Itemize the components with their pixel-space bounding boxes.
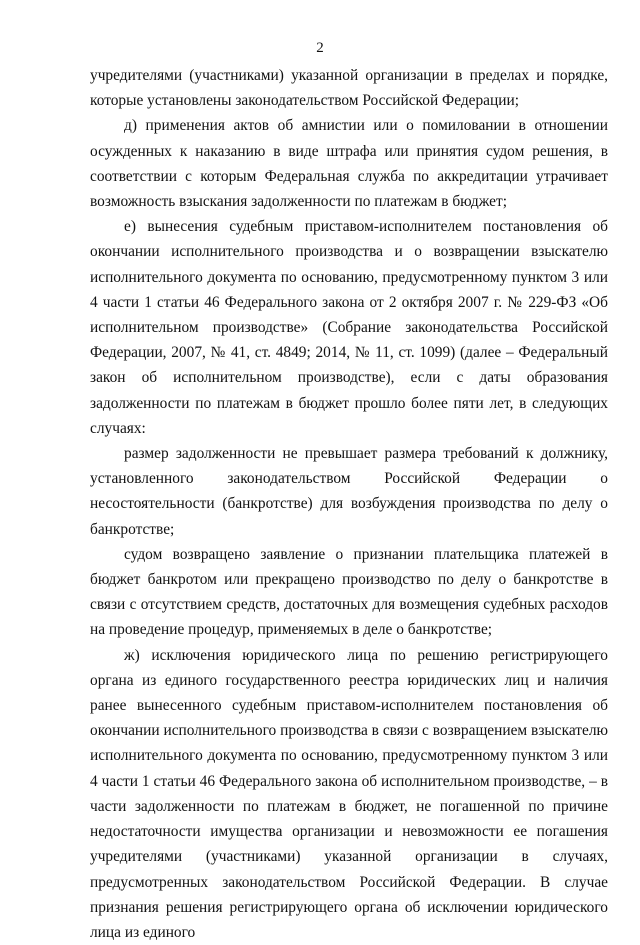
document-body [90,63,608,945]
paragraph-item-d: д) применения актов об амнистии или о помиловании в отношении осужденных к наказанию в виде штрафа или принятия судом решения, в соответствии с которым Федеральная служба по аккредитации утрачивает возможность взыскания задолженности по платежам в бюджет; [90,117,608,211]
paragraph-continuation: учредителями (участниками) указанной организации в пределах и порядке, которые установлены законодательством Российской Федерации; [90,67,608,110]
paragraph-case-debt-size: размер задолженности не превышает размера требований к должнику, установленного законодательством Российской Федерации о несостоятельности (банкротстве) для возбуждения производства по делу о банкротстве; [90,445,608,538]
paragraph-case-bankruptcy: судом возвращено заявление о признании плательщика платежей в бюджет банкротом или прекращено производство по делу о банкротстве в связи с отсутствием средств, достаточных для возмещения судебных расходов на проведение процедур, применяемых в деле о банкротстве; [90,545,608,639]
paragraph-item-e: е) вынесения судебным приставом-исполнителем постановления об окончании исполнительного производства и о возвращении взыскателю исполнительного документа по основанию, предусмотренному пунктом 3 или 4 части 1 статьи 46 Федерального закона от 2 октября 2007 г. № 229-ФЗ «Об исполнительном производстве» (Собрание законодательства Российской Федерации, 2007, № 41, ст. 4849; 2014, № 11, ст. 1099) (далее – Федеральный закон об исполнительном производстве), если с даты образования задолженности по платежам в бюджет прошло более пяти лет, в следующих случаях: [90,218,608,437]
page-number: 2 [316,40,324,56]
paragraph-item-zh: ж) исключения юридического лица по решению регистрирующего органа из единого государственного реестра юридических лиц и наличия ранее вынесенного судебным приставом-исполнителем постановления об окончании исполнительного производства в связи с возвращением взыскателю исполнительного документа по основанию, предусмотренному пунктом 3 или 4 части 1 статьи 46 Федерального закона об исполнительном производстве, – в части задолженности по платежам в бюджет, не погашенной по причине недостаточности имущества организации и невозможности ее погашения учредителями (участниками) указанной организации в случаях, предусмотренных законодательством Российской Федерации. В случае признания решения регистрирующего органа об исключении юридического лица из единого [90,646,608,941]
